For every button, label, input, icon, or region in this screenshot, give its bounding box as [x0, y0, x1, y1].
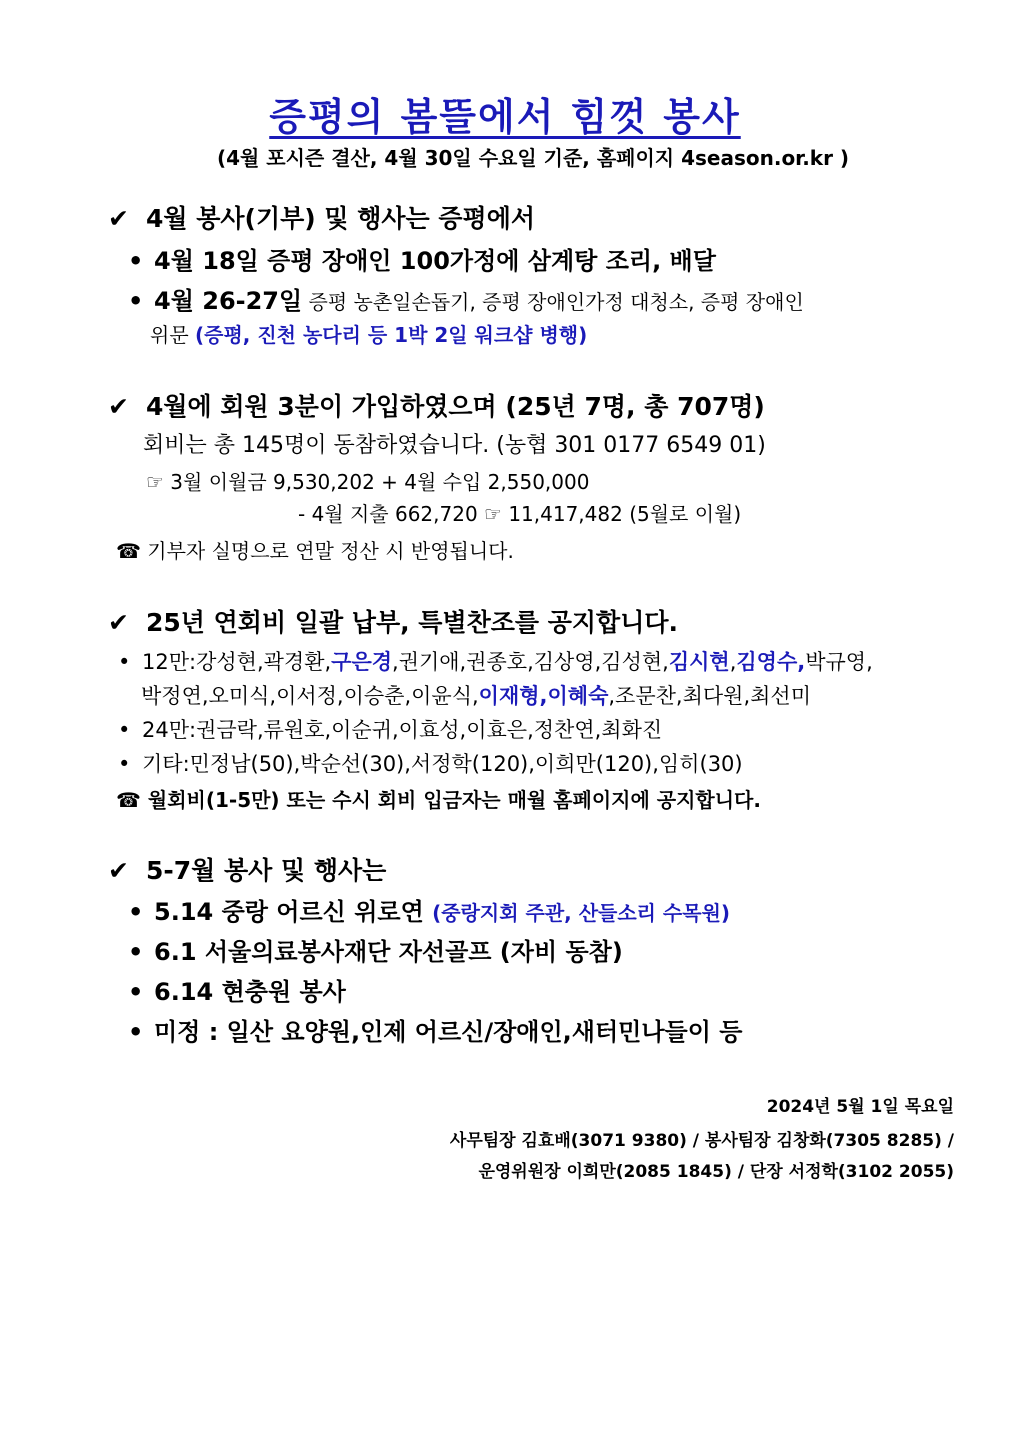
footer-contacts-line1: 사무팀장 김효배(3071 9380) / 봉사팀장 김창화(7305 8285) /	[449, 1131, 954, 1151]
section4-item-4	[128, 1012, 742, 1047]
section3-names-12-line1	[118, 646, 873, 676]
names-text: ,	[539, 684, 548, 708]
checkmark-icon: ✔	[108, 204, 129, 233]
section4-item-1	[128, 892, 730, 927]
section4-item-2	[128, 932, 623, 967]
bullet-icon: •	[128, 287, 144, 315]
bullet-icon: •	[118, 718, 131, 742]
section2-balance-line: ☞ 3월 이월금 9,530,202 + 4월 수입 2,550,000	[146, 470, 590, 494]
bullet-icon: •	[128, 247, 144, 275]
highlighted-name: 이재형	[478, 684, 540, 708]
section2-heading: 4월에 회원 3분이 가입하였으며 (25년 7명, 총 707명)	[146, 392, 765, 421]
section1-heading: 4월 봉사(기부) 및 행사는 증평에서	[146, 204, 536, 233]
page-title: 증평의 봄뜰에서 힘껏 봉사	[269, 95, 741, 139]
section2-note: ☎ 기부자 실명으로 연말 정산 시 반영됩니다.	[116, 539, 514, 563]
bullet-icon: •	[128, 898, 144, 926]
section2-expense-line: - 4월 지출 662,720 ☞ 11,417,482 (5월로 이월)	[298, 502, 742, 526]
checkmark-icon: ✔	[108, 392, 129, 421]
section1-item-1-text: 4월 18일 증평 장애인 100가정에 삼계탕 조리, 배달	[154, 247, 716, 275]
section3-names-12-line2	[141, 680, 811, 710]
section3-heading-row	[108, 603, 678, 639]
section1-item-2-date: 4월 26-27일	[154, 287, 303, 315]
bullet-icon: •	[128, 938, 144, 966]
section4-item-3-text: 6.14 현충원 봉사	[154, 978, 346, 1006]
names-text: ,	[729, 650, 737, 674]
section1-item-2-line2-text: 위문	[150, 323, 195, 347]
section1-item-1	[128, 241, 716, 276]
section3-names-24	[118, 714, 662, 744]
section4-item-1-host: (중랑지회 주관, 산들소리 수목원)	[432, 901, 731, 925]
section2-fee-line: 회비는 총 145명이 동참하였습니다. (농협 301 0177 6549 01)	[143, 433, 766, 458]
names-text: 24만:권금락,류원호,이순귀,이효성,이효은,정찬연,최화진	[142, 718, 663, 742]
section4-item-4-text: 미정 : 일산 요양원,인제 어르신/장애인,새터민나들이 등	[154, 1018, 743, 1046]
footer-date: 2024년 5월 1일 목요일	[766, 1097, 954, 1117]
section1-item-2	[128, 281, 804, 316]
highlighted-name: 구은경	[331, 650, 393, 674]
highlighted-name: 이혜숙	[547, 684, 609, 708]
section4-heading: 5-7월 봉사 및 행사는	[146, 856, 387, 885]
bullet-icon: •	[128, 978, 144, 1006]
section1-item-2-text: 증평 농촌일손돕기, 증평 장애인가정 대청소, 증평 장애인	[302, 290, 804, 314]
section3-heading: 25년 연회비 일괄 납부, 특별찬조를 공지합니다.	[146, 608, 679, 637]
page-subtitle: (4월 포시즌 결산, 4월 30일 수요일 기준, 홈페이지 4season.or.kr )	[216, 146, 850, 170]
names-text: 박규영,	[805, 650, 873, 674]
names-text: ,권기애,권종호,김상영,김성현,	[392, 650, 669, 674]
highlighted-name: 김영수	[736, 650, 798, 674]
section2-heading-row	[108, 387, 765, 423]
section3-names-other	[118, 748, 743, 778]
names-text: ,조문찬,최다원,최선미	[608, 684, 811, 708]
section1-item-2-workshop: (증평, 진천 농다리 등 1박 2일 워크샵 병행)	[195, 323, 588, 347]
section3-note: ☎ 월회비(1-5만) 또는 수시 회비 입금자는 매월 홈페이지에 공지합니다.	[116, 788, 761, 812]
section1-heading-row	[108, 199, 535, 235]
names-text: ,	[797, 650, 806, 674]
bullet-icon: •	[118, 752, 131, 776]
section4-item-3	[128, 972, 346, 1007]
footer-contacts-line2: 운영위원장 이희만(2085 1845) / 단장 서정학(3102 2055)	[478, 1162, 954, 1182]
names-text: 12만:강성현,곽경환,	[142, 650, 332, 674]
section4-heading-row	[108, 851, 386, 887]
section4-item-2-text: 6.1 서울의료봉사재단 자선골프 (자비 동참)	[154, 938, 623, 966]
checkmark-icon: ✔	[108, 608, 129, 637]
names-text: 기타:민정남(50),박순선(30),서정학(120),이희만(120),임히(30)	[142, 752, 743, 776]
bullet-icon: •	[128, 1018, 144, 1046]
section4-item-1-text: 5.14 중랑 어르신 위로연	[154, 898, 433, 926]
names-text: 박정연,오미식,이서정,이승춘,이윤식,	[141, 684, 479, 708]
highlighted-name: 김시현	[668, 650, 730, 674]
bullet-icon: •	[118, 650, 131, 674]
section1-item-2-line2	[150, 319, 587, 348]
checkmark-icon: ✔	[108, 856, 129, 885]
